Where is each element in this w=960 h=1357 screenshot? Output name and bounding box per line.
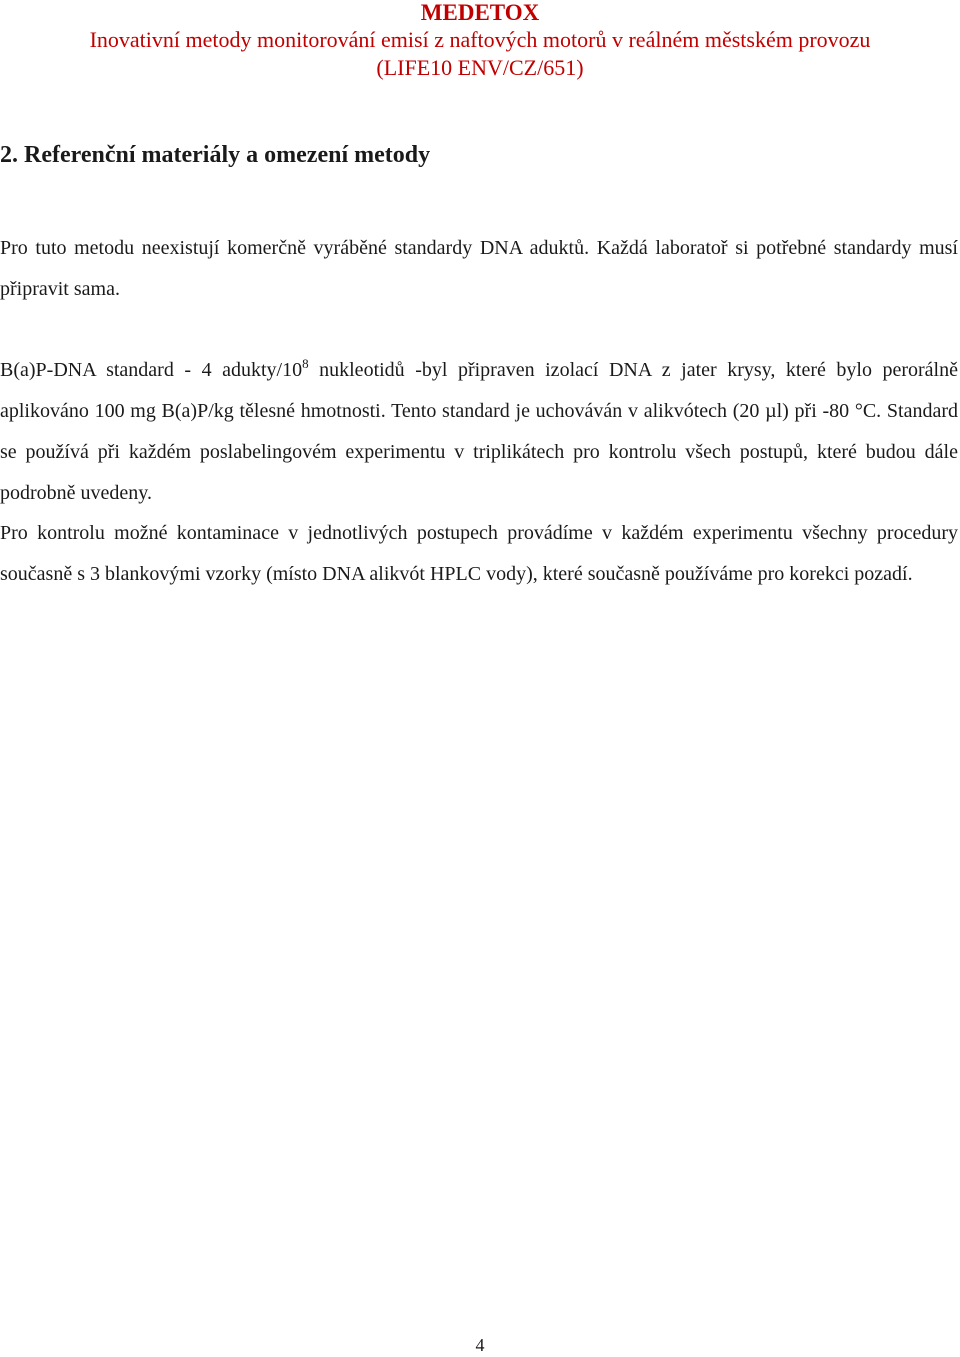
- paragraph-standards-availability: Pro tuto metodu neexistují komerčně vyráběné standardy DNA aduktů. Každá laboratoř si potřebné standardy musí připravit sama.: [0, 237, 958, 300]
- project-name: MEDETOX: [420, 0, 540, 25]
- paragraph-text: B(a)P-DNA standard - 4 adukty/10: [0, 359, 303, 381]
- paragraph-text: nukleotidů -byl připraven izolací DNA z jater krysy, které bylo perorálně aplikováno 100 mg B(a)P/kg tělesné hmotnosti. Tento standard je uchováván v alikvótech (20 µl) při -80 °C. Standard se používá při každém poslabelingovém experimentu v triplikátech pro kontrolu všech postupů, které budou dále podrobně uvedeny.: [0, 359, 958, 504]
- paragraph-contamination-control: Pro kontrolu možné kontaminace v jednotlivých postupech provádíme v každém experimentu všechny procedury současně s 3 blankovými vzorky (místo DNA alikvót HPLC vody), které současně používáme pro korekci pozadí.: [0, 522, 958, 585]
- project-code: (LIFE10 ENV/CZ/651): [376, 55, 584, 80]
- superscript-exponent: 8: [302, 356, 309, 371]
- paragraph-bap-dna-standard: [0, 350, 958, 514]
- document-header: [0, 0, 960, 82]
- page-number: 4: [475, 1335, 485, 1355]
- project-subtitle: Inovativní metody monitorování emisí z naftových motorů v reálném městském provozu: [89, 27, 871, 52]
- section-title: 2. Referenční materiály a omezení metody: [0, 142, 431, 168]
